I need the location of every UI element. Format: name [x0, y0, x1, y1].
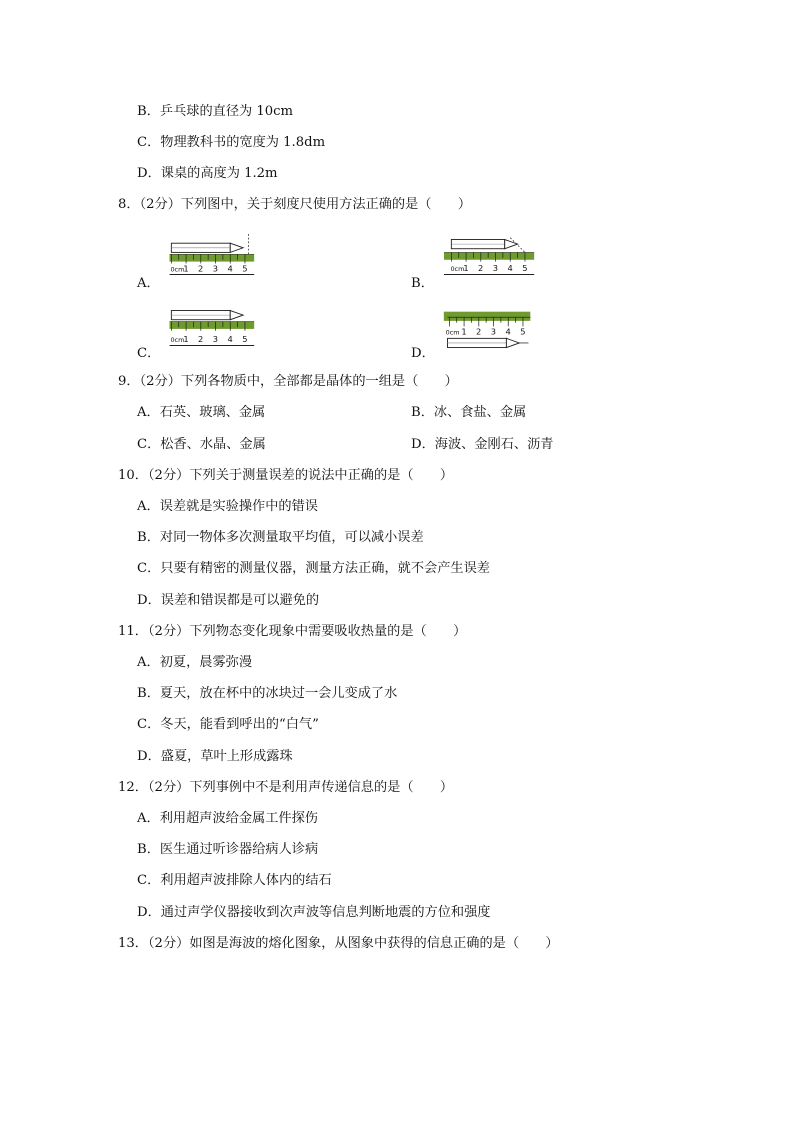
- q9-option-c: C．松香、水晶、金属: [137, 437, 266, 452]
- svg-text:0cm: 0cm: [450, 264, 465, 273]
- q12-option-a: A．利用超声波给金属工件探伤: [137, 811, 318, 826]
- svg-text:4: 4: [507, 262, 513, 273]
- q11-option-d: D．盛夏，草叶上形成露珠: [137, 749, 293, 764]
- svg-text:5: 5: [242, 333, 248, 344]
- svg-text:0cm: 0cm: [170, 265, 185, 274]
- svg-text:1: 1: [183, 333, 189, 344]
- svg-text:0cm: 0cm: [170, 335, 185, 344]
- q10-option-b: B．对同一物体多次测量取平均值，可以减小误差: [137, 530, 424, 545]
- q11-option-b: B．夏天，放在杯中的冰块过一会儿变成了水: [137, 686, 398, 701]
- q8-figure-b: [440, 234, 540, 280]
- q7-option-d: D．课桌的高度为 1.2m: [137, 166, 278, 181]
- q8-label-a: A．: [137, 276, 160, 291]
- svg-text:3: 3: [212, 263, 219, 274]
- q9-stem: 9．（2分）下列各物质中，全部都是晶体的一组是（ ）: [118, 374, 458, 389]
- q11-option-c: C．冬天，能看到呼出的“白气”: [137, 717, 319, 732]
- svg-text:5: 5: [242, 263, 248, 274]
- q11-option-a: A．初夏，晨雾弥漫: [137, 655, 253, 670]
- q12-option-d: D．通过声学仪器接收到次声波等信息判断地震的方位和强度: [137, 905, 491, 920]
- svg-text:4: 4: [227, 263, 233, 274]
- q9-option-a: A．石英、玻璃、金属: [137, 405, 266, 420]
- q12-stem: 12．（2分）下列事例中不是利用声传递信息的是（ ）: [118, 780, 454, 795]
- svg-text:0cm: 0cm: [445, 328, 460, 337]
- q12-option-b: B．医生通过听诊器给病人诊病: [137, 842, 319, 857]
- q9-option-b: B．冰、食盐、金属: [411, 405, 527, 420]
- q10-option-d: D．误差和错误都是可以避免的: [137, 593, 320, 608]
- q8-label-c: C．: [137, 346, 161, 361]
- q8-label-d: D．: [411, 346, 435, 361]
- q8-figure-d: [438, 308, 538, 354]
- q13-stem: 13．（2分）如图是海波的熔化图象，从图象中获得的信息正确的是（ ）: [118, 936, 559, 951]
- q7-option-c: C．物理教科书的宽度为 1.8dm: [137, 135, 326, 150]
- svg-text:2: 2: [478, 262, 484, 273]
- svg-text:1: 1: [183, 263, 189, 274]
- svg-text:5: 5: [520, 326, 526, 337]
- svg-text:2: 2: [198, 333, 204, 344]
- svg-text:2: 2: [476, 326, 482, 337]
- svg-text:1: 1: [463, 262, 469, 273]
- q8-figure-a: [160, 234, 260, 280]
- svg-text:4: 4: [505, 326, 511, 337]
- svg-text:4: 4: [227, 333, 233, 344]
- q8-stem: 8．（2分）下列图中，关于刻度尺使用方法正确的是（ ）: [118, 197, 472, 212]
- q8-figure-c: [160, 305, 260, 351]
- svg-text:3: 3: [492, 262, 499, 273]
- svg-text:3: 3: [490, 326, 497, 337]
- svg-text:2: 2: [198, 263, 204, 274]
- q9-option-d: D．海波、金刚石、沥青: [411, 437, 554, 452]
- q8-label-b: B．: [411, 276, 434, 291]
- svg-text:5: 5: [522, 262, 528, 273]
- svg-text:3: 3: [212, 333, 219, 344]
- q12-option-c: C．利用超声波排除人体内的结石: [137, 873, 332, 888]
- q10-option-a: A．误差就是实验操作中的错误: [137, 499, 318, 514]
- q7-option-b: B．乒乓球的直径为 10cm: [137, 104, 294, 119]
- q11-stem: 11．（2分）下列物态变化现象中需要吸收热量的是（ ）: [118, 624, 467, 639]
- svg-text:1: 1: [461, 326, 467, 337]
- q10-option-c: C．只要有精密的测量仪器，测量方法正确，就不会产生误差: [137, 561, 490, 576]
- q10-stem: 10．（2分）下列关于测量误差的说法中正确的是（ ）: [118, 468, 454, 483]
